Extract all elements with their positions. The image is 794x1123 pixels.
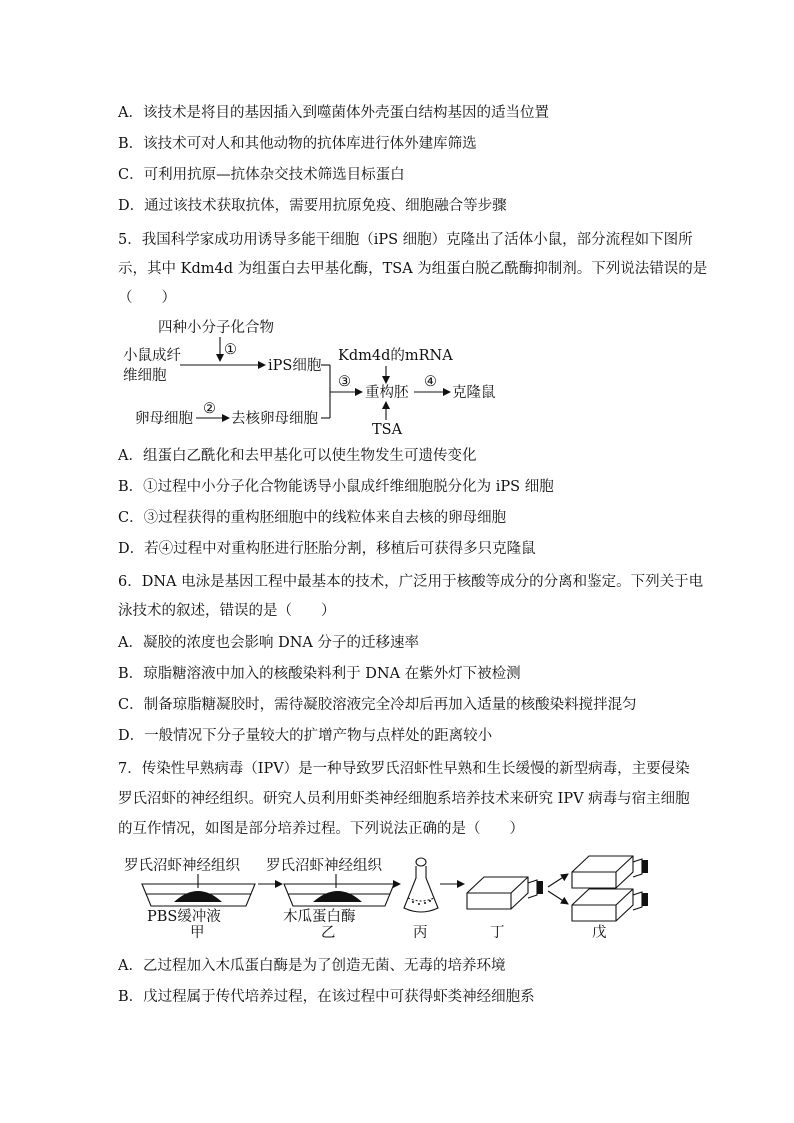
q7-label-wu: 戊 <box>592 925 607 941</box>
q5-stem-line-1: 5．我国科学家成功用诱导多能干细胞（iPS 细胞）克隆出了活体小鼠，部分流程如下图所 <box>118 232 693 248</box>
q7-flask-wu-upper <box>572 856 648 888</box>
q5-stem-line-2: 示，其中 Kdm4d 为组蛋白去甲基化酶，TSA 为组蛋白脱乙酰酶抑制剂。下列说法错误的是 <box>118 261 708 277</box>
q5-label-kdm: Kdm4d的mRNA <box>338 348 453 364</box>
q7-stem-line-3: 的互作情况，如图是部分培养过程。下列说法正确的是（ ） <box>118 821 524 837</box>
q5-label-step1: ① <box>224 342 237 358</box>
q7-arrow-ding-to-wu-2 <box>548 891 568 904</box>
q7-label-jia: 甲 <box>190 925 205 941</box>
q7-label-papain: 木瓜蛋白酶 <box>283 909 356 925</box>
q5-label-compounds: 四种小分子化合物 <box>158 320 274 336</box>
q4-option-b: B．该技术可对人和其他动物的抗体库进行体外建库筛选 <box>118 136 477 152</box>
q5-option-c: C．③过程获得的重构胚细胞中的线粒体来自去核的卵母细胞 <box>118 510 507 526</box>
q5-label-reconstructed: 重构胚 <box>365 385 409 401</box>
q6-stem-line-2: 泳技术的叙述，错误的是（ ） <box>118 603 336 619</box>
q5-label-step2: ② <box>203 401 216 417</box>
q7-flask-ding <box>467 877 543 909</box>
q7-stem-line-2: 罗氏沼虾的神经组织。研究人员利用虾类神经细胞系培养技术来研究 IPV 病毒与宿主细胞 <box>118 791 690 807</box>
q5-label-tsa: TSA <box>372 422 403 438</box>
q7-option-b: B．戊过程属于传代培养过程，在该过程中可获得虾类神经细胞系 <box>118 989 535 1005</box>
q7-label-ding: 丁 <box>490 925 505 941</box>
q5-option-b: B．①过程中小分子化合物能诱导小鼠成纤维细胞脱分化为 iPS 细胞 <box>118 479 554 495</box>
q7-option-a: A．乙过程加入木瓜蛋白酶是为了创造无菌、无毒的培养环境 <box>118 958 506 974</box>
q6-option-d: D．一般情况下分子量较大的扩增产物与点样处的距离较小 <box>118 728 493 744</box>
q4-option-c: C．可利用抗原—抗体杂交技术筛选目标蛋白 <box>118 167 405 183</box>
q5-label-enucleated: 去核卵母细胞 <box>231 411 318 427</box>
q7-stem-line-1: 7．传染性早熟病毒（IPV）是一种导致罗氏沼虾性早熟和生长缓慢的新型病毒，主要侵染 <box>118 761 690 777</box>
q5-label-fibroblast-1: 小鼠成纤 <box>123 348 181 364</box>
q4-option-d: D．通过该技术获取抗体，需要用抗原免疫、细胞融合等步骤 <box>118 198 507 214</box>
q5-option-d: D．若④过程中对重构胚进行胚胎分割，移植后可获得多只克隆鼠 <box>118 541 536 557</box>
q6-option-b: B．琼脂糖溶液中加入的核酸染料利于 DNA 在紫外灯下被检测 <box>118 666 521 682</box>
q5-label-oocyte: 卵母细胞 <box>135 411 193 427</box>
q6-option-a: A．凝胶的浓度也会影响 DNA 分子的迁移速率 <box>118 635 419 651</box>
q5-stem-line-3: （ ） <box>118 290 176 306</box>
q5-option-a: A．组蛋白乙酰化和去甲基化可以使生物发生可遗传变化 <box>118 448 477 464</box>
q7-label-pbs: PBS缓冲液 <box>147 909 221 925</box>
q5-label-ips: iPS细胞 <box>268 358 322 374</box>
q6-option-c: C．制备琼脂糖凝胶时，需待凝胶溶液完全冷却后再加入适量的核酸染料搅拌混匀 <box>118 697 637 713</box>
q7-flask-bing <box>404 858 438 912</box>
q6-stem-line-1: 6．DNA 电泳是基因工程中最基本的技术，广泛用于核酸等成分的分离和鉴定。下列关于电 <box>118 574 704 590</box>
q5-label-clone: 克隆鼠 <box>452 385 496 401</box>
q7-flask-wu-lower <box>572 889 648 921</box>
q7-label-bing: 丙 <box>413 925 428 941</box>
q5-label-fibroblast-2: 维细胞 <box>123 368 167 384</box>
q7-label-tissue-2: 罗氏沼虾神经组织 <box>266 858 382 874</box>
q7-tissue-yi <box>313 891 362 902</box>
q7-arrow-ding-to-wu <box>548 874 568 887</box>
q7-label-tissue-1: 罗氏沼虾神经组织 <box>124 858 240 874</box>
q7-label-yi: 乙 <box>321 925 336 941</box>
q5-label-step3: ③ <box>338 374 351 390</box>
q4-option-a: A．该技术是将目的基因插入到噬菌体外壳蛋白结构基因的适当位置 <box>118 105 549 121</box>
q7-tissue-jia <box>174 891 222 902</box>
q5-label-step4: ④ <box>424 374 437 390</box>
